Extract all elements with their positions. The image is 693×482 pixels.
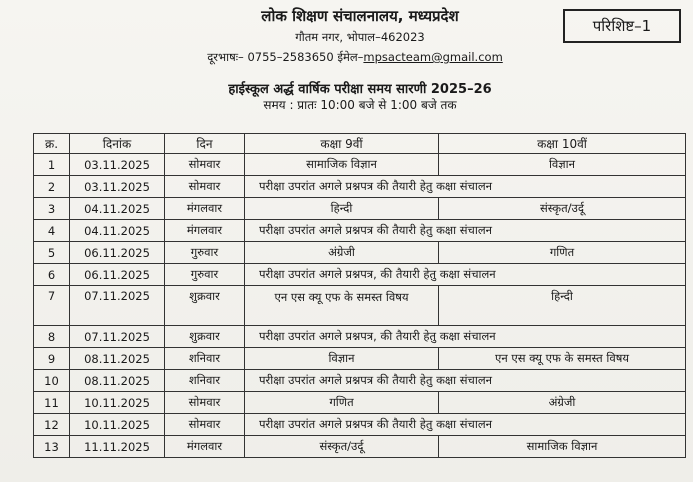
cell-serial: 11 [34,392,70,414]
cell-class-10-subject: सामाजिक विज्ञान [439,436,686,458]
exam-timetable [33,133,686,458]
cell-serial: 2 [34,176,70,198]
cell-date: 08.11.2025 [70,348,165,370]
table-row [34,286,686,326]
table-row [34,264,686,286]
cell-serial: 12 [34,414,70,436]
cell-date: 03.11.2025 [70,154,165,176]
cell-serial: 8 [34,326,70,348]
cell-serial: 7 [34,286,70,326]
cell-class-9-subject: संस्कृत/उर्दू [245,436,439,458]
cell-date: 07.11.2025 [70,326,165,348]
cell-day: शनिवार [165,348,245,370]
cell-serial: 3 [34,198,70,220]
cell-serial: 9 [34,348,70,370]
cell-date: 03.11.2025 [70,176,165,198]
cell-date: 10.11.2025 [70,414,165,436]
table-row [34,198,686,220]
cell-date: 06.11.2025 [70,242,165,264]
cell-day: गुरुवार [165,242,245,264]
cell-class-9-subject: सामाजिक विज्ञान [245,154,439,176]
email-address: mpsacteam@gmail.com [363,50,503,64]
header-date: दिनांक [70,134,165,154]
timetable-body [34,154,686,458]
cell-date: 04.11.2025 [70,220,165,242]
cell-date: 08.11.2025 [70,370,165,392]
table-row [34,176,686,198]
organization-address: गौतम नगर, भोपाल–462023 [295,30,425,44]
cell-preparation-note: परीक्षा उपरांत अगले प्रश्नपत्र की तैयारी हेतु कक्षा संचालन [245,370,686,392]
cell-date: 07.11.2025 [70,286,165,326]
cell-class-10-subject: अंग्रेजी [439,392,686,414]
contact-line [150,50,560,65]
cell-date: 06.11.2025 [70,264,165,286]
cell-class-10-subject: गणित [439,242,686,264]
cell-class-10-subject: हिन्दी [439,286,686,326]
cell-date: 10.11.2025 [70,392,165,414]
cell-day: सोमवार [165,392,245,414]
cell-day: शुक्रवार [165,326,245,348]
cell-preparation-note: परीक्षा उपरांत अगले प्रश्नपत्र की तैयारी हेतु कक्षा संचालन [245,220,686,242]
cell-preparation-note: परीक्षा उपरांत अगले प्रश्नपत्र की तैयारी हेतु कक्षा संचालन [245,176,686,198]
cell-preparation-note: परीक्षा उपरांत अगले प्रश्नपत्र, की तैयारी हेतु कक्षा संचालन [245,264,686,286]
organization-name: लोक शिक्षण संचालनालय, मध्यप्रदेश [261,7,459,25]
cell-class-9-subject: गणित [245,392,439,414]
phone-number: दूरभाषः– 0755–2583650 [207,50,334,64]
cell-day: सोमवार [165,154,245,176]
cell-class-10-subject: एन एस क्यू एफ के समस्त विषय [439,348,686,370]
table-row [34,392,686,414]
cell-date: 11.11.2025 [70,436,165,458]
cell-class-9-subject: विज्ञान [245,348,439,370]
cell-day: मंगलवार [165,436,245,458]
header-day: दिन [165,134,245,154]
table-row [34,326,686,348]
cell-serial: 6 [34,264,70,286]
cell-class-10-subject: संस्कृत/उर्दू [439,198,686,220]
table-header-row [34,134,686,154]
table-row [34,436,686,458]
cell-day: सोमवार [165,414,245,436]
cell-preparation-note: परीक्षा उपरांत अगले प्रश्नपत्र, की तैयारी हेतु कक्षा संचालन [245,326,686,348]
table-row [34,154,686,176]
cell-day: मंगलवार [165,198,245,220]
header-class-9: कक्षा 9वीं [245,134,439,154]
cell-day: शनिवार [165,370,245,392]
table-row [34,370,686,392]
cell-day: मंगलवार [165,220,245,242]
document-title: हाईस्कूल अर्द्ध वार्षिक परीक्षा समय सारणी 2025–26 [228,82,492,97]
cell-class-10-subject: विज्ञान [439,154,686,176]
cell-serial: 1 [34,154,70,176]
table-row [34,242,686,264]
header-class-10: कक्षा 10वीं [439,134,686,154]
appendix-badge: परिशिष्ट–1 [563,9,681,43]
table-row [34,414,686,436]
cell-serial: 4 [34,220,70,242]
cell-class-9-subject: अंग्रेजी [245,242,439,264]
cell-preparation-note: परीक्षा उपरांत अगले प्रश्नपत्र की तैयारी हेतु कक्षा संचालन [245,414,686,436]
cell-serial: 10 [34,370,70,392]
cell-class-9-subject: एन एस क्यू एफ के समस्त विषय [245,286,439,326]
cell-serial: 13 [34,436,70,458]
cell-class-9-subject: हिन्दी [245,198,439,220]
header-serial: क्र. [34,134,70,154]
table-row [34,220,686,242]
cell-date: 04.11.2025 [70,198,165,220]
cell-day: गुरुवार [165,264,245,286]
exam-time: समय : प्रातः 10:00 बजे से 1:00 बजे तक [263,98,457,112]
cell-serial: 5 [34,242,70,264]
table-row [34,348,686,370]
cell-day: सोमवार [165,176,245,198]
cell-day: शुक्रवार [165,286,245,326]
email-label: ईमेल– [337,50,364,64]
